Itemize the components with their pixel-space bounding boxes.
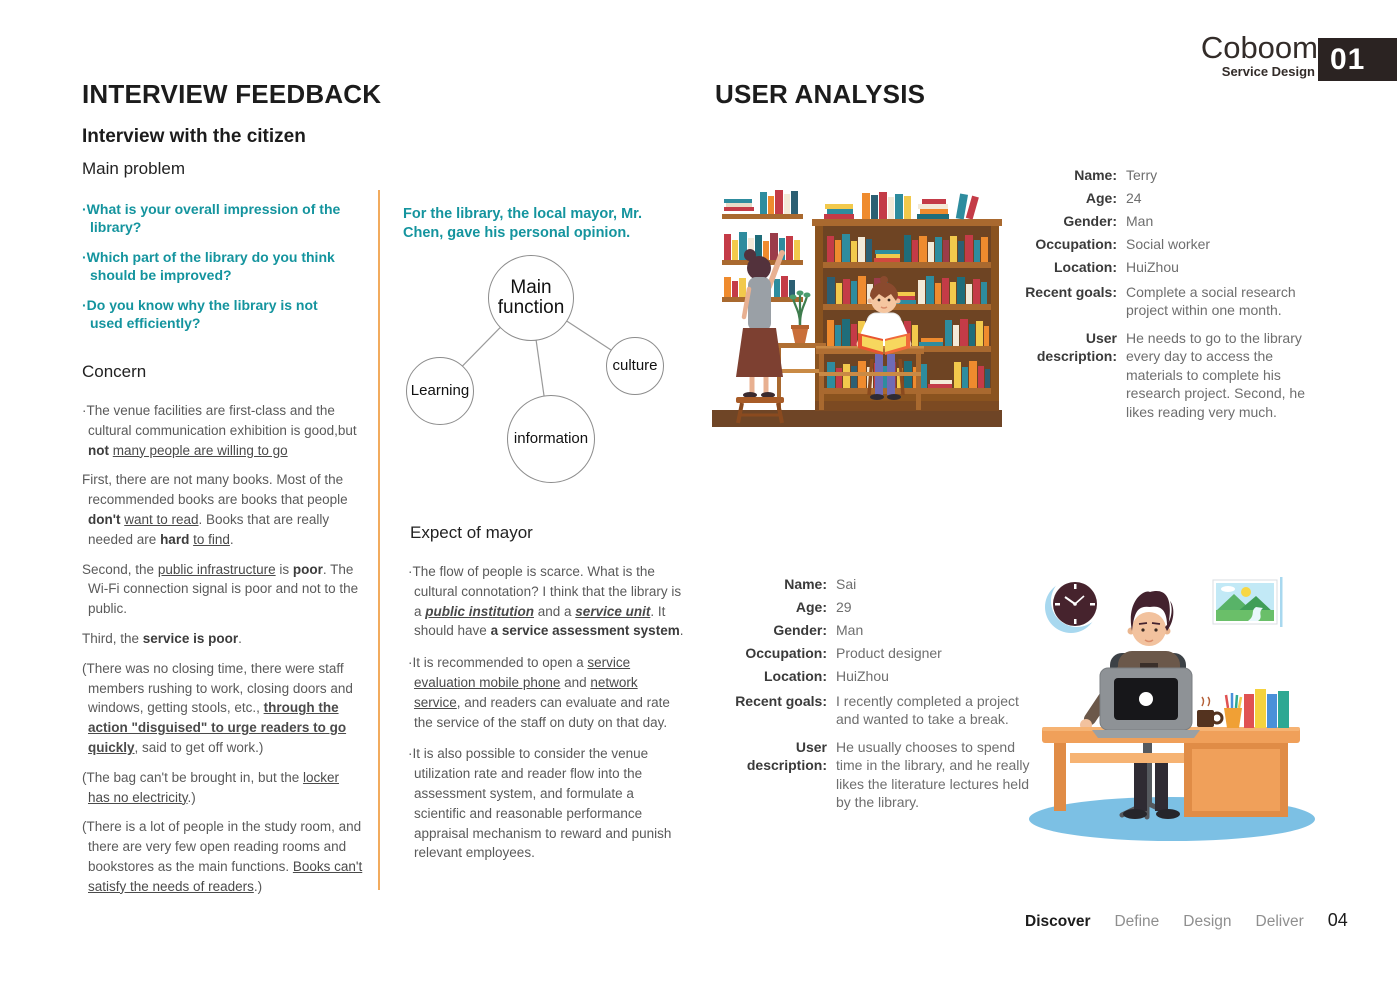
concern-paragraph: Second, the public infrastructure is poor. The Wi-Fi connection signal is poor and not to the public. xyxy=(82,561,359,617)
persona-field: Location: HuiZhou xyxy=(1054,259,1179,275)
brand-logo: Coboom xyxy=(1200,30,1318,65)
bookcase xyxy=(812,192,1002,411)
concern-heading: Concern xyxy=(82,362,147,381)
question-item: · Do you know why the library is not used efficiently? xyxy=(82,297,354,332)
persona-field: Name: Terry xyxy=(1074,167,1158,183)
section-number-badge: 01 xyxy=(1318,38,1397,81)
concern-paragraph: ·The venue facilities are first-class and the cultural communication exhibition is good,but not many people are willing to go xyxy=(82,403,357,458)
step-discover: Discover xyxy=(1025,913,1091,930)
main-problem-questions xyxy=(82,201,354,345)
persona-card-terry xyxy=(1005,166,1327,426)
mindmap-node-learning: Learning xyxy=(406,357,474,425)
step-design: Design xyxy=(1183,913,1232,930)
persona-field: Name: Sai xyxy=(784,576,857,592)
main-problem-heading: Main problem xyxy=(82,159,185,178)
question-item: · Which part of the library do you think should be improved? xyxy=(82,249,354,284)
page-number: 04 xyxy=(1327,910,1348,930)
concern-paragraphs xyxy=(82,401,363,907)
workspace-illustration xyxy=(1022,567,1352,852)
persona-field: Occupation: Product designer xyxy=(745,645,942,661)
main-function-mindmap xyxy=(400,245,690,495)
pencil-cup xyxy=(1224,693,1242,728)
process-steps-footer xyxy=(1025,910,1348,931)
step-define: Define xyxy=(1114,913,1160,930)
landscape-picture xyxy=(1213,577,1283,627)
column-divider xyxy=(378,190,380,890)
persona-field: Gender: Man xyxy=(773,622,864,638)
expect-of-mayor-heading: Expect of mayor xyxy=(410,523,533,542)
interview-citizen-subtitle: Interview with the citizen xyxy=(82,126,306,147)
persona-field: Recent goals: Complete a social research project within one month. xyxy=(1025,283,1296,318)
mayor-intro-text: For the library, the local mayor, Mr. Chen, gave his personal opinion. xyxy=(403,206,643,241)
persona-field: Age: 24 xyxy=(1085,190,1142,206)
interview-feedback-title: INTERVIEW FEEDBACK xyxy=(82,79,382,109)
expect-paragraphs xyxy=(408,562,684,873)
step-deliver: Deliver xyxy=(1255,913,1304,930)
expect-paragraph: ·It is recommended to open a service evaluation mobile phone and network service, and readers can evaluate and rate the service of the staff on duty on that day. xyxy=(408,655,670,730)
coffee-mug xyxy=(1197,697,1222,727)
persona-field: Age: 29 xyxy=(795,599,852,615)
persona-field: Recent goals: I recently completed a project and wanted to take a break. xyxy=(735,692,1019,727)
desk-books xyxy=(1244,689,1289,728)
persona-card-sai xyxy=(713,575,1045,816)
concern-paragraph: (There was no closing time, there were staff members rushing to work, closing doors and windows, getting stools, etc., through the action "disguised" to urge readers to go quickly, said to get off work.) xyxy=(82,660,353,755)
laptop xyxy=(1092,668,1200,738)
concern-paragraph: Third, the service is poor. xyxy=(82,630,242,646)
mindmap-node-culture: culture xyxy=(606,337,664,395)
persona-field: User description: He needs to go to the library every day to access the materials to complete his research project. Second, he likes reading very much. xyxy=(1036,329,1305,420)
persona-field: Gender: Man xyxy=(1063,213,1154,229)
persona-field: Occupation: Social worker xyxy=(1035,236,1211,252)
mindmap-node-main-function: Main function xyxy=(488,255,574,341)
expect-paragraph: ·It is also possible to consider the venue utilization rate and reader flow into the assessment system, and formulate a scientific and reasonable performance appraisal mechanism to reward and punish relevant employees. xyxy=(408,746,672,861)
concern-paragraph: (There is a lot of people in the study room, and there are very few open reading rooms and bookstores as the main functions. Books can't satisfy the needs of readers.) xyxy=(82,819,363,894)
user-analysis-title: USER ANALYSIS xyxy=(715,79,926,109)
concern-paragraph: First, there are not many books. Most of the recommended books are books that people don't want to read. Books that are really needed are hard to find. xyxy=(82,472,348,547)
mindmap-node-information: information xyxy=(507,395,595,483)
persona-field: User description: He usually chooses to spend time in the library, and he really likes the literature lectures held by the library. xyxy=(746,738,1030,810)
persona-field: Location: HuiZhou xyxy=(764,668,889,684)
concern-paragraph: (The bag can't be brought in, but the locker has no electricity.) xyxy=(82,769,339,805)
brand-subtitle: Service Design xyxy=(1221,64,1315,79)
expect-paragraph: ·The flow of people is scarce. What is the cultural connotation? I think that the library is a public institution and a service unit. It should have a service assessment system. xyxy=(408,564,684,639)
wall-clock xyxy=(1045,575,1103,633)
library-illustration xyxy=(712,183,1002,433)
question-item: · What is your overall impression of the library? xyxy=(82,201,354,236)
